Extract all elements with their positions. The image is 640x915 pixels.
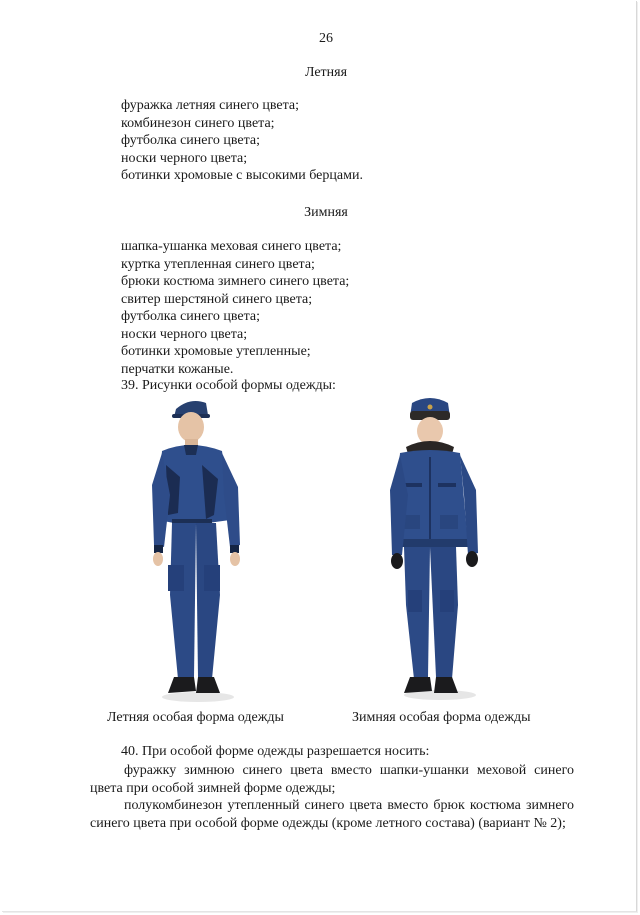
winter-uniform-illustration xyxy=(380,395,500,705)
page-number: 26 xyxy=(319,31,333,46)
list-item: брюки костюма зимнего синего цвета; xyxy=(121,274,350,289)
winter-items-list xyxy=(121,238,349,378)
summer-items-list xyxy=(121,97,363,185)
section-40-intro: 40. При особой форме одежды разрешается носить: xyxy=(121,744,430,759)
paragraph-text: фуражку зимнюю синего цвета вместо шапки-ушанки меховой синего цвета при особой зимней форме одежды; xyxy=(90,763,574,796)
list-item: носки черного цвета; xyxy=(121,326,248,342)
winter-uniform-caption: Зимняя особая форма одежды xyxy=(352,710,531,725)
list-item: ботинки хромовые с высокими берцами. xyxy=(121,168,363,183)
list-item: комбинезон синего цвета; xyxy=(121,115,275,131)
summer-heading: Летняя xyxy=(304,65,348,80)
list-item: фуражка летняя синего цвета; xyxy=(121,98,300,113)
list-item: куртка утепленная синего цвета; xyxy=(121,256,315,272)
list-item: шапка-ушанка меховая синего цвета; xyxy=(121,239,342,254)
paragraph-text: полукомбинезон утепленный синего цвета вместо брюк костюма зимнего синего цвета при особой форме одежды (кроме летного состава) (вариант № 2); xyxy=(90,798,574,831)
list-item: носки черного цвета; xyxy=(121,150,248,166)
section-40-paragraph-1 xyxy=(90,762,574,797)
winter-heading: Зимняя xyxy=(304,205,348,220)
section-40-paragraph-2 xyxy=(90,797,574,832)
list-item: перчатки кожаные. xyxy=(121,361,234,377)
list-item: свитер шерстяной синего цвета; xyxy=(121,291,313,307)
list-item: футболка синего цвета; xyxy=(121,309,261,324)
section-39-title: 39. Рисунки особой формы одежды: xyxy=(121,378,336,393)
summer-uniform-caption: Летняя особая форма одежды xyxy=(107,710,284,725)
summer-uniform-illustration xyxy=(140,395,260,705)
uniform-figures xyxy=(0,395,640,705)
list-item: ботинки хромовые утепленные; xyxy=(121,344,311,359)
list-item: футболка синего цвета; xyxy=(121,133,261,148)
